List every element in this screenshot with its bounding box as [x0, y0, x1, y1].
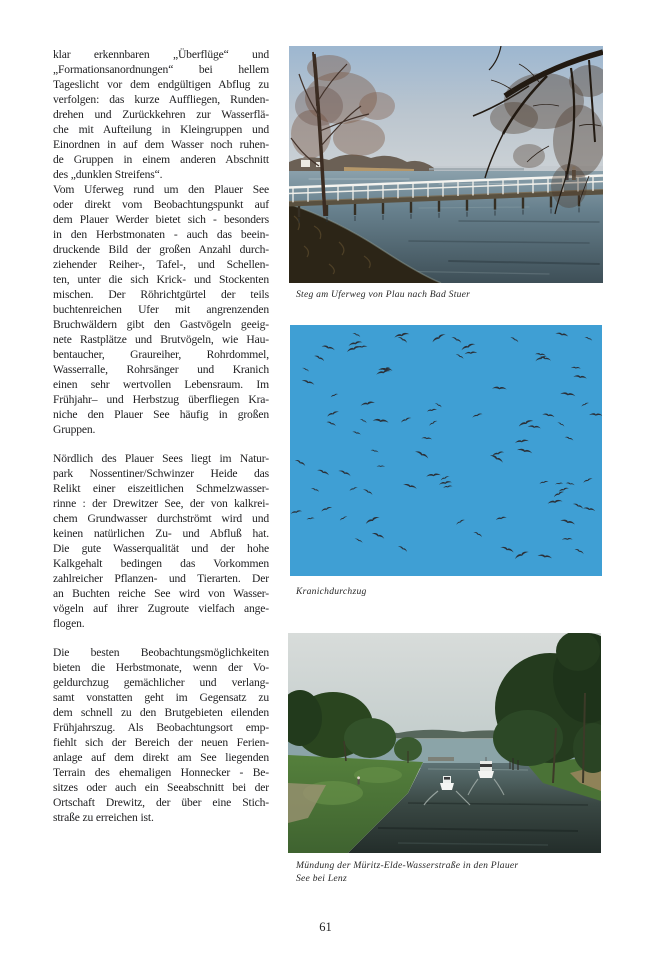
text-line: Bruchwäldern gibt den Gastvögeln geeig- [53, 318, 269, 331]
text-line: dem schnell zu den Brutgebieten eilenden [53, 706, 269, 719]
photo-crane-flock [290, 325, 602, 576]
text-line: fiehlt sich der Bereich der neuen Ferien- [53, 736, 269, 749]
text-line: druckende Bild der großen Anzahl durch- [53, 243, 269, 256]
text-line: nete Rastplätze und Brutvögeln, wie Hau- [53, 333, 269, 346]
text-line: Vom Uferweg rund um den Plauer See [53, 183, 269, 196]
text-line: einen sehr wertvollen Lebensraum. Im [53, 378, 269, 391]
text-line: geldurchzug gemächlicher und verlang- [53, 676, 269, 689]
text-line: Tageslicht vor dem endgültigen Abflug zu [53, 78, 269, 91]
text-line: ten, unter die sich Krick- und Stockenten [53, 273, 269, 286]
text-line: niche den Plauer See häufig in großen [53, 408, 269, 421]
caption-river-line2: See bei Lenz [296, 872, 347, 884]
photo-river-mouth [288, 633, 601, 853]
caption-river-line1: Mündung der Müritz-Elde-Wasserstraße in den Plauer [296, 860, 519, 871]
text-line: sitzes oder auch ein Seeabschnitt bei der [53, 781, 269, 794]
text-line: Relikt einer eiszeitlichen Schmelzwasser- [53, 482, 269, 495]
caption-pier: Steg am Uferweg von Plau nach Bad Stuer [296, 289, 471, 300]
text-line: zahlreicher Pflanzen- und Tierarten. Der [53, 572, 269, 585]
text-line: Nördlich des Plauer Sees liegt im Natur- [53, 452, 269, 465]
text-line: ziehender Reiher-, Tafel-, und Schellen- [53, 258, 269, 271]
text-line: che mit Aufteilung in Kleingruppen und [53, 123, 269, 136]
text-line: drehen und Zurückkehren zur Wasserflä- [53, 108, 269, 121]
text-line: park Nossentiner/Schwinzer Heide das [53, 467, 269, 480]
text-line: straße zu erreichen ist. [53, 811, 154, 824]
text-line: chem Grundwasser durchströmt wird und [53, 512, 269, 525]
photo-lake-pier [289, 46, 603, 283]
text-line: bentaucher, Graureiher, Rohrdommel, [53, 348, 269, 361]
text-line: in den Herbstmonaten - auch das beein- [53, 228, 269, 241]
text-line: Ortschaft Drewitz, der über eine Stich- [53, 796, 269, 809]
text-line: Terrain des ehemaligen Honnecker - Be- [53, 766, 269, 779]
text-line: vögeln auf ihrer Zugroute vielfach ange- [53, 602, 269, 615]
text-line: Die gute Wasserqualität und der hohe [53, 542, 269, 555]
caption-cranes: Kranichdurchzug [296, 586, 367, 597]
text-line: samt vonstatten geht im Gegensatz zu [53, 691, 269, 704]
text-line: buchtenreichen Ufer mit angrenzenden [53, 303, 269, 316]
text-line: an Buchten reiche See wird von Wasser- [53, 587, 269, 600]
text-line: klar erkennbaren „Überflüge“ und [53, 48, 269, 61]
paragraph [53, 645, 269, 825]
text-line: keinen natürlichen Zu- und Abfluß hat. [53, 527, 269, 540]
text-line: Die besten Beobachtungsmöglichkeiten [53, 646, 269, 659]
text-line: Gruppen. [53, 423, 96, 436]
text-line: anlage auf dem direkt am See liegenden [53, 751, 269, 764]
text-line: flogen. [53, 617, 85, 630]
text-line: Kalkgehalt bedingen das Vorkommen [53, 557, 269, 570]
text-line: verfolgen: das kurze Auffliegen, Runden- [53, 93, 269, 106]
text-line: dem Plauer Werder bietet sich - besonders [53, 213, 269, 226]
article-text [53, 47, 269, 825]
text-line: Einordnen in auf dem Wasser noch ruhen- [53, 138, 269, 151]
text-line: „Formationsanordnungen“ bei hellem [53, 63, 269, 76]
text-line: de Gruppen in einem anderen Abschnitt [53, 153, 269, 166]
text-line: Frühjahrszug. Als Beobachtungsort emp- [53, 721, 269, 734]
text-line: Frühjahr– und Herbstzug überfliegen Kra- [53, 393, 269, 406]
sky [290, 325, 602, 576]
text-line: bieten die Herbstmonate, wenn der Vo- [53, 661, 269, 674]
text-line: rinne : der Drewitzer See, der von kalkrei- [53, 497, 269, 510]
text-line: des „dunklen Streifens“. [53, 168, 163, 181]
text-line: oder direkt vom Beobachtungspunkt auf [53, 198, 269, 211]
paragraph [53, 47, 269, 182]
paragraph [53, 451, 269, 631]
text-line: Wasserralle, Rohrsänger und Kranich [53, 363, 269, 376]
text-line: mischen. Der Röhrichtgürtel der teils [53, 288, 269, 301]
paragraph [53, 182, 269, 437]
page-number: 61 [319, 920, 332, 934]
caption-river [296, 860, 606, 885]
